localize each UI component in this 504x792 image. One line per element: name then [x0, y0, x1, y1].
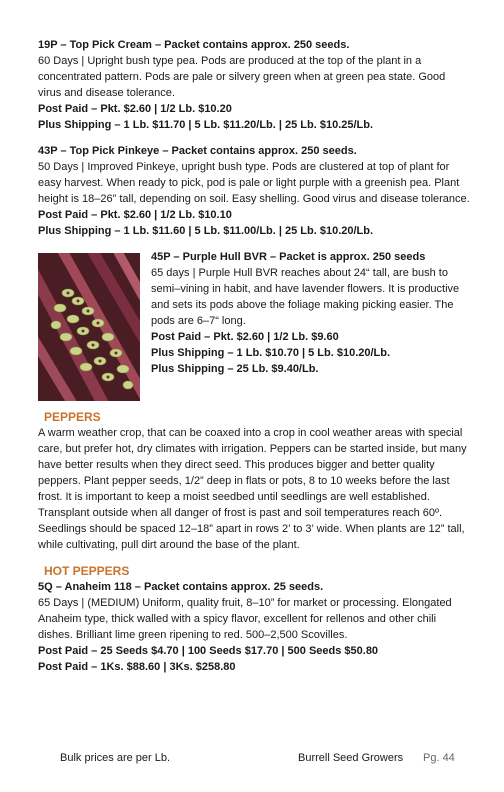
section-heading-peppers: PEPPERS	[44, 410, 101, 424]
entry-description-text: 50 Days | Improved Pinkeye, upright bush type. Pods are clustered at top of plant for easy harvest. When ready to pick, pod is pale or light purple with a greenish pea. Plant height is 18–26” tall, depending on soil. Easy shelling. Good virus and disease tolerance.	[38, 161, 470, 205]
footer-company: Burrell Seed Growers	[298, 752, 404, 764]
entry-description: 65 Days | (MEDIUM) Uniform, quality fruit, 8–10” for market or processing. Elongated Anaheim type, thick walled with a spicy flavor, excellent for rellenos and other chili dishes. Brilliant lime green ripening to red. 500–2,500 Scovilles.	[38, 597, 452, 641]
entry-title: 45P – Purple Hull BVR – Packet is approx. 250 seeds	[151, 251, 426, 263]
entry-title: 19P – Top Pick Cream – Packet contains approx. 250 seeds.	[38, 39, 350, 51]
page-number: Pg. 44	[423, 752, 455, 764]
entry-description	[38, 159, 470, 223]
entry-45p	[38, 249, 470, 409]
section-body-peppers: A warm weather crop, that can be coaxed into a crop in cool weather areas with special care, but prefer hot, dry climates with irrigation. Peppers can be started inside, but many have better results when they direct seed. This produces bigger and better quality peppers. Plant pepper seeds, 1/2” deep in flats or pots, 8 to 10 weeks before the last frost. It is important to keep a moist seedbed until seedlings are well established. Transplant outside when all danger of frost is past and soil temperatures reach 60º. Seedlings should be spaced 12–18” apart in rows 2’ to 3’ wide. When plants are 12” tall, while cultivating, pull dirt around the base of the plant.	[38, 427, 467, 551]
entry-price-shipping: Plus Shipping – 1 Lb. $11.60 | 5 Lb. $11.00/Lb. | 25 Lb. $10.20/Lb.	[38, 225, 374, 237]
entry-5q	[38, 579, 470, 675]
entry-description: 60 Days | Upright bush type pea. Pods are produced at the top of the plant in a concentrated pattern. Pods are pale or silvery green when at green pea state. Good virus and disease tolerance.	[38, 55, 446, 99]
entry-title: 5Q – Anaheim 118 – Packet contains approx. 25 seeds.	[38, 581, 324, 593]
entry-price-postpaid: Post Paid – Pkt. $2.60 | 1/2 Lb. $9.60	[151, 331, 339, 343]
entry-price-shipping-bulk: Plus Shipping – 25 Lb. $9.40/Lb.	[151, 363, 319, 375]
entry-price-postpaid-bulk: Post Paid – 1Ks. $88.60 | 3Ks. $258.80	[38, 661, 236, 673]
entry-price-shipping: Plus Shipping – 1 Lb. $10.70 | 5 Lb. $10.20/Lb.	[151, 347, 391, 359]
entry-price-postpaid: Post Paid – 25 Seeds $4.70 | 100 Seeds $17.70 | 500 Seeds $50.80	[38, 645, 379, 657]
entry-price-postpaid: Post Paid – Pkt. $2.60 | 1/2 Lb. $10.10	[38, 209, 232, 221]
entry-43p	[38, 143, 470, 239]
entry-description: 65 days | Purple Hull BVR reaches about 24“ tall, are bush to semi–vining in habit, and have lavender flowers. It is productive and sets its pods above the foliage making picking easier. The pods are 6–7“ long.	[151, 267, 460, 327]
entry-title: 43P – Top Pick Pinkeye – Packet contains approx. 250 seeds.	[38, 145, 357, 157]
entry-19p	[38, 37, 470, 133]
footer-note: Bulk prices are per Lb.	[60, 752, 171, 764]
entry-price-shipping: Plus Shipping – 1 Lb. $11.70 | 5 Lb. $11.20/Lb. | 25 Lb. $10.25/Lb.	[38, 119, 374, 131]
catalog-page	[38, 37, 470, 675]
purple-hull-pea-photo	[38, 253, 140, 401]
entry-price-postpaid: Post Paid – Pkt. $2.60 | 1/2 Lb. $10.20	[38, 103, 232, 115]
section-heading-hot-peppers: HOT PEPPERS	[44, 564, 130, 578]
